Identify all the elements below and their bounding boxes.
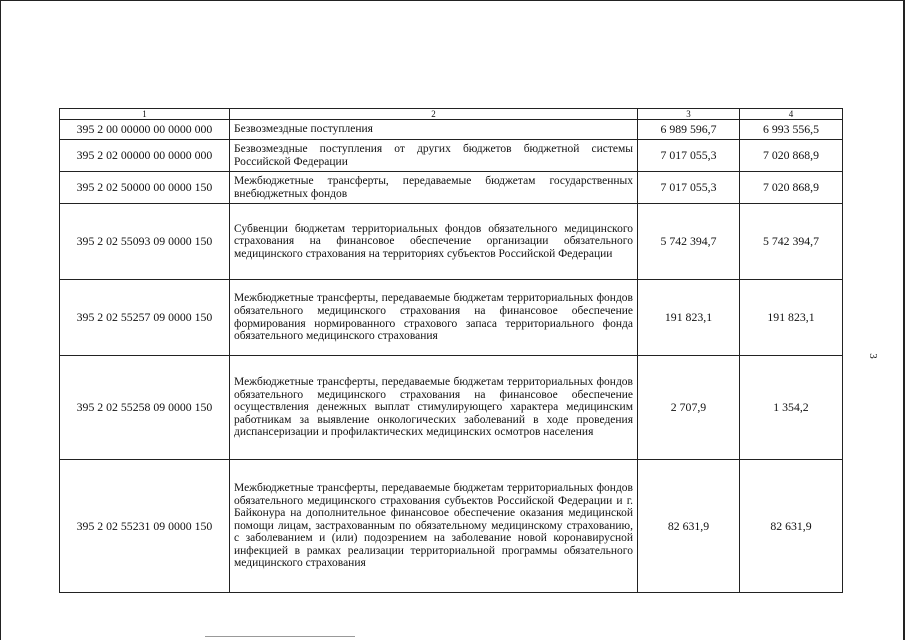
row-code: 395 2 02 55258 09 0000 150: [60, 356, 230, 460]
row-name: Субвенции бюджетам территориальных фондов обязательного медицинского страхования на финансовое обеспечение организации обязательного медицинского страхования на территориях субъектов Российской Федерации: [230, 204, 638, 280]
row-value-2023: 191 823,1: [740, 280, 843, 356]
table-row: [60, 280, 843, 356]
header-col-4: 4: [740, 109, 843, 120]
row-value-2023: 5 742 394,7: [740, 204, 843, 280]
row-code: 395 2 02 55093 09 0000 150: [60, 204, 230, 280]
row-value-2023: 82 631,9: [740, 460, 843, 593]
row-name: Межбюджетные трансферты, передаваемые бюджетам территориальных фондов обязательного медицинского страхования на финансовое обеспечение формирования нормированного страхового запаса территориального фонда обязательного медицинского страхования: [230, 280, 638, 356]
page-number: 3: [866, 353, 879, 359]
scan-border-left: [0, 0, 1, 640]
row-name: Межбюджетные трансферты, передаваемые бюджетам территориальных фондов обязательного медицинского страхования на финансовое обеспечение осуществления денежных выплат стимулирующего характера медицинским работникам за выявление онкологических заболеваний в ходе проведения диспансеризации и профилактических медицинских осмотров населения: [230, 356, 638, 460]
row-name: Безвозмездные поступления от других бюджетов бюджетной системы Российской Федерации: [230, 140, 638, 172]
row-code: 395 2 00 00000 00 0000 000: [60, 120, 230, 140]
table-row: [60, 172, 843, 204]
table-row: [60, 460, 843, 593]
scan-border-top: [0, 0, 905, 1]
row-code: 395 2 02 55231 09 0000 150: [60, 460, 230, 593]
row-value-2022: 82 631,9: [638, 460, 740, 593]
row-name: Межбюджетные трансферты, передаваемые бюджетам государственных внебюджетных фондов: [230, 172, 638, 204]
scan-artifact-line: [205, 636, 355, 637]
row-value-2022: 2 707,9: [638, 356, 740, 460]
row-value-2023: 7 020 868,9: [740, 140, 843, 172]
row-name: Безвозмездные поступления: [230, 120, 638, 140]
header-col-2: 2: [230, 109, 638, 120]
table-row: [60, 140, 843, 172]
row-code: 395 2 02 55257 09 0000 150: [60, 280, 230, 356]
table-row: [60, 120, 843, 140]
table-header-row: [60, 109, 843, 120]
row-value-2023: 1 354,2: [740, 356, 843, 460]
row-code: 395 2 02 50000 00 0000 150: [60, 172, 230, 204]
row-value-2023: 6 993 556,5: [740, 120, 843, 140]
row-value-2022: 7 017 055,3: [638, 172, 740, 204]
table-row: [60, 356, 843, 460]
budget-revenue-table: [59, 108, 843, 593]
row-value-2022: 5 742 394,7: [638, 204, 740, 280]
header-col-1: 1: [60, 109, 230, 120]
row-value-2022: 191 823,1: [638, 280, 740, 356]
row-value-2023: 7 020 868,9: [740, 172, 843, 204]
row-name: Межбюджетные трансферты, передаваемые бюджетам территориальных фондов обязательного медицинского страхования субъектов Российской Федерации и г. Байконура на дополнительное финансовое обеспечение оказания медицинской помощи лицам, застрахованным по обязательному медицинскому страхованию, с заболеванием и (или) подозрением на заболевание новой коронавирусной инфекцией в рамках реализации территориальной программы обязательного медицинского страхования: [230, 460, 638, 593]
table-row: [60, 204, 843, 280]
row-code: 395 2 02 00000 00 0000 000: [60, 140, 230, 172]
row-value-2022: 6 989 596,7: [638, 120, 740, 140]
row-value-2022: 7 017 055,3: [638, 140, 740, 172]
header-col-3: 3: [638, 109, 740, 120]
